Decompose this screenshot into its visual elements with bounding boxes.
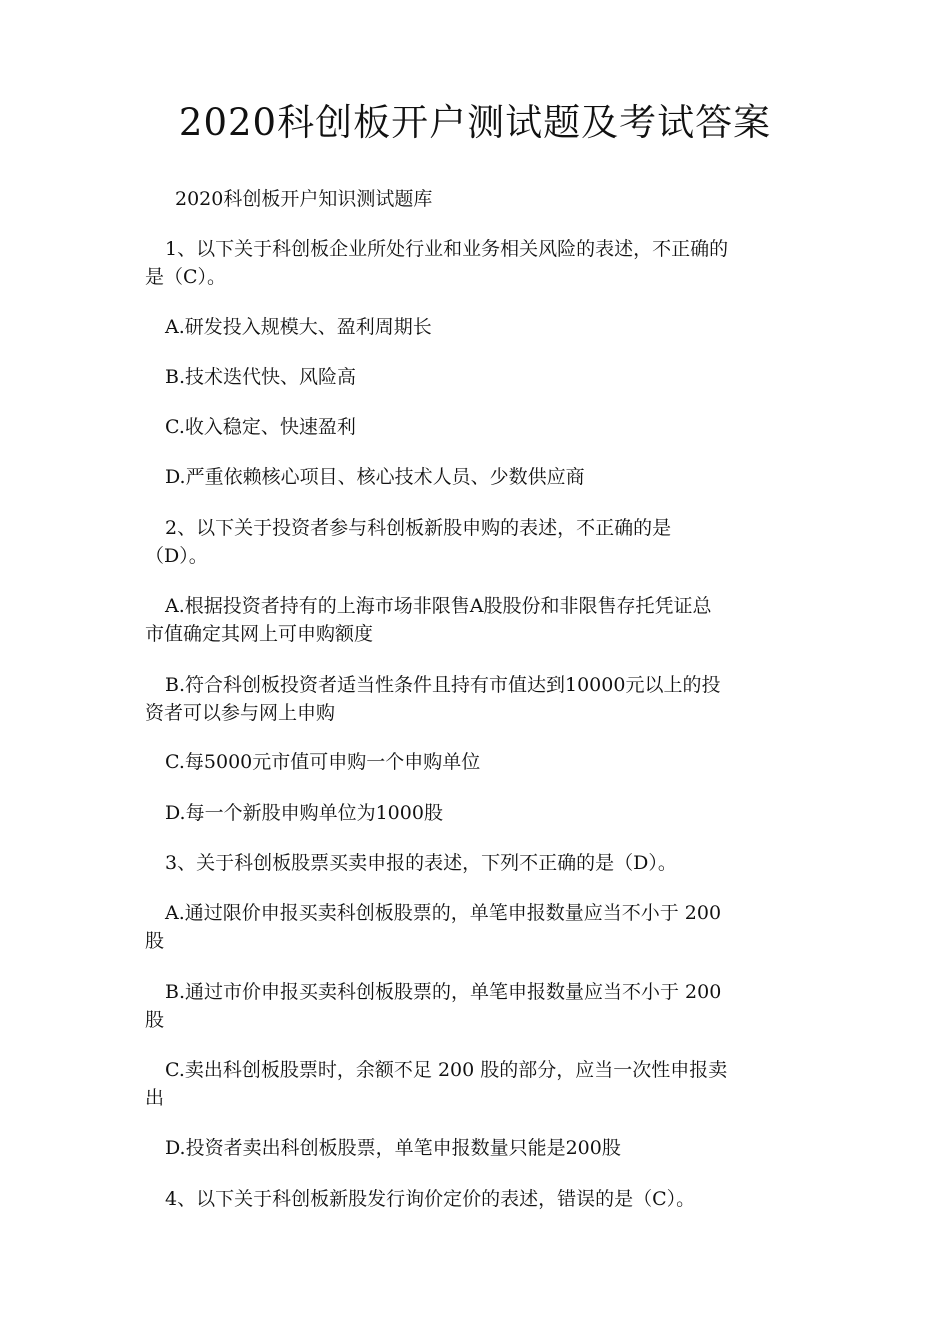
question-3-line-1: 3、关于科创板股票买卖申报的表述，下列不正确的是（D）。 — [165, 852, 677, 874]
question-3-option-c-line-1: C.卖出科创板股票时，余额不足 200 股的部分，应当一次性申报卖 — [165, 1059, 728, 1081]
question-2-line-1: 2、以下关于投资者参与科创板新股申购的表述，不正确的是 — [165, 517, 672, 539]
question-1-line-2: 是（C）。 — [145, 266, 227, 288]
question-3-option-b-line-2: 股 — [145, 1009, 165, 1031]
subtitle: 2020科创板开户知识测试题库 — [175, 188, 433, 210]
question-4-line-1: 4、以下关于科创板新股发行询价定价的表述，错误的是（C）。 — [165, 1188, 696, 1210]
question-1-line-1: 1、以下关于科创板企业所处行业和业务相关风险的表述，不正确的 — [165, 238, 729, 260]
question-2-option-a-line-2: 市值确定其网上可申购额度 — [145, 623, 374, 645]
question-1-option-a: A.研发投入规模大、盈利周期长 — [165, 316, 432, 338]
document-title: 2020科创板开户测试题及考试答案 — [178, 101, 772, 144]
question-1-option-c: C.收入稳定、快速盈利 — [165, 416, 356, 438]
question-2-line-2: （D）。 — [145, 545, 208, 567]
question-2-option-b-line-1: B.符合科创板投资者适当性条件且持有市值达到10000元以上的投 — [165, 674, 721, 696]
question-2-option-b-line-2: 资者可以参与网上申购 — [145, 702, 336, 724]
question-3-option-c-line-2: 出 — [145, 1087, 165, 1109]
question-3-option-d: D.投资者卖出科创板股票，单笔申报数量只能是200股 — [165, 1137, 621, 1159]
question-3-option-a-line-1: A.通过限价申报买卖科创板股票的，单笔申报数量应当不小于 200 — [165, 902, 722, 924]
question-3-option-a-line-2: 股 — [145, 930, 165, 952]
question-3-option-b-line-1: B.通过市价申报买卖科创板股票的，单笔申报数量应当不小于 200 — [165, 981, 722, 1003]
question-2-option-c: C.每5000元市值可申购一个申购单位 — [165, 751, 481, 773]
question-2-option-a-line-1: A.根据投资者持有的上海市场非限售A股股份和非限售存托凭证总 — [165, 595, 712, 617]
question-1-option-b: B.技术迭代快、风险高 — [165, 366, 357, 388]
question-2-option-d: D.每一个新股申购单位为1000股 — [165, 802, 443, 824]
question-1-option-d: D.严重依赖核心项目、核心技术人员、少数供应商 — [165, 466, 585, 488]
